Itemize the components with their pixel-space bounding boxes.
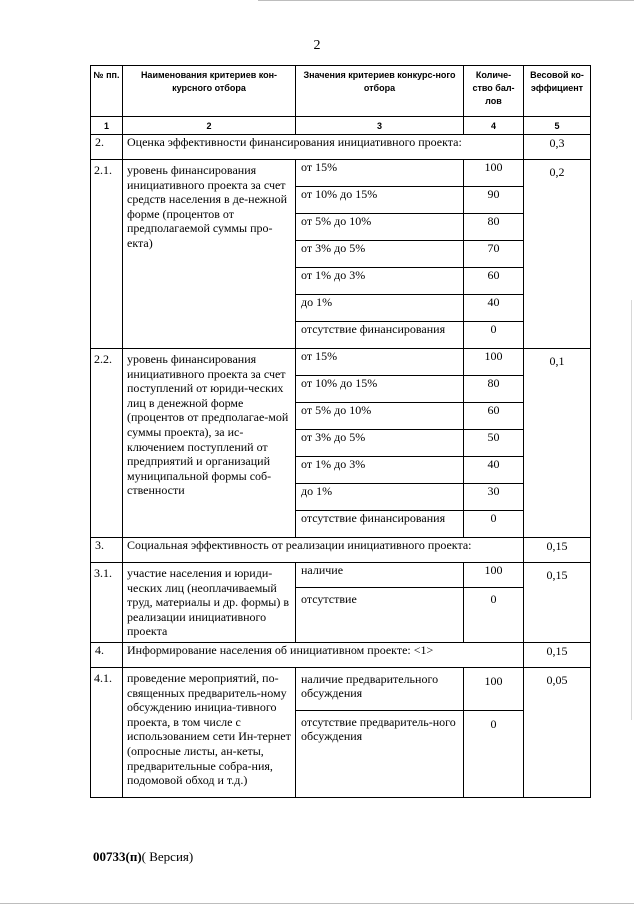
column-number-row	[91, 117, 591, 135]
criterion-points: 0	[464, 322, 524, 349]
criterion-points: 50	[464, 430, 524, 457]
document-code-number: 00733(п)	[93, 849, 142, 864]
criterion-value: от 15%	[296, 349, 464, 376]
document-version: ( Версия)	[141, 849, 194, 864]
criterion-value: от 15%	[296, 160, 464, 187]
criterion-value: от 1% до 3%	[296, 268, 464, 295]
criterion-number: 4.1.	[91, 667, 123, 797]
criterion-weight: 0,2	[524, 160, 591, 349]
criterion-points: 100	[464, 160, 524, 187]
criterion-number: 2.2.	[91, 349, 123, 538]
criterion-row	[91, 563, 591, 588]
criterion-points: 0	[464, 588, 524, 643]
section-number: 4.	[91, 642, 123, 667]
criterion-value: от 10% до 15%	[296, 376, 464, 403]
page-number: 2	[313, 38, 321, 53]
criterion-points: 60	[464, 268, 524, 295]
criterion-number: 3.1.	[91, 563, 123, 643]
scan-line-bottom	[0, 903, 634, 904]
criterion-weight: 0,05	[524, 667, 591, 797]
column-number: 4	[464, 117, 524, 135]
criterion-points: 0	[464, 511, 524, 538]
criterion-value: от 3% до 5%	[296, 430, 464, 457]
criterion-value: от 3% до 5%	[296, 241, 464, 268]
criterion-value: до 1%	[296, 295, 464, 322]
section-row	[91, 135, 591, 160]
header-points: Количе-ство бал-лов	[464, 66, 524, 117]
column-number: 5	[524, 117, 591, 135]
criterion-points: 100	[464, 667, 524, 710]
header-no: № пп.	[91, 66, 123, 117]
scan-line-top	[258, 0, 634, 1]
criterion-value: отсутствие предваритель-ного обсуждения	[296, 710, 464, 797]
criterion-value: наличие предварительного обсуждения	[296, 667, 464, 710]
criterion-points: 60	[464, 403, 524, 430]
criterion-value: до 1%	[296, 484, 464, 511]
criterion-points: 0	[464, 710, 524, 797]
criterion-points: 100	[464, 349, 524, 376]
criterion-points: 100	[464, 563, 524, 588]
criterion-value: отсутствие финансирования	[296, 511, 464, 538]
criterion-points: 40	[464, 457, 524, 484]
criterion-points: 30	[464, 484, 524, 511]
column-number: 3	[296, 117, 464, 135]
criterion-row	[91, 349, 591, 376]
criterion-points: 70	[464, 241, 524, 268]
criterion-value: от 5% до 10%	[296, 403, 464, 430]
criterion-number: 2.1.	[91, 160, 123, 349]
section-weight: 0,15	[524, 642, 591, 667]
section-row	[91, 642, 591, 667]
criterion-weight: 0,15	[524, 563, 591, 643]
criterion-value: от 10% до 15%	[296, 187, 464, 214]
criterion-points: 90	[464, 187, 524, 214]
section-title: Оценка эффективности финансирования инициативного проекта:	[123, 135, 524, 160]
criterion-value: отсутствие	[296, 588, 464, 643]
header-weight: Весовой ко-эффициент	[524, 66, 591, 117]
criterion-row	[91, 160, 591, 187]
criterion-value: от 5% до 10%	[296, 214, 464, 241]
section-title: Социальная эффективность от реализации инициативного проекта:	[123, 538, 524, 563]
column-number: 2	[123, 117, 296, 135]
header-name: Наименования критериев кон-курсного отбора	[123, 66, 296, 117]
header-values: Значения критериев конкурс-ного отбора	[296, 66, 464, 117]
criterion-points: 40	[464, 295, 524, 322]
criterion-value: отсутствие финансирования	[296, 322, 464, 349]
criterion-name: проведение мероприятий, по-священных предваритель-ному обсуждению инициа-тивного проекта, в том числе с использованием сети Ин-тернет (опросные листы, ан-кеты, предварительные собра-ния, подомовой обход и т.д.)	[123, 667, 296, 797]
criterion-value: наличие	[296, 563, 464, 588]
criteria-table	[90, 65, 591, 798]
section-weight: 0,3	[524, 135, 591, 160]
document-code	[93, 849, 193, 865]
section-number: 2.	[91, 135, 123, 160]
criterion-name: уровень финансирования инициативного проекта за счет средств населения в де-нежной форме (процентов от предполагаемой суммы про-екта)	[123, 160, 296, 349]
criterion-value: от 1% до 3%	[296, 457, 464, 484]
criterion-points: 80	[464, 214, 524, 241]
criterion-row	[91, 667, 591, 710]
criterion-weight: 0,1	[524, 349, 591, 538]
section-title: Информирование населения об инициативном проекте: <1>	[123, 642, 524, 667]
scan-line-right	[631, 300, 632, 720]
table-header-row	[91, 66, 591, 117]
section-weight: 0,15	[524, 538, 591, 563]
section-number: 3.	[91, 538, 123, 563]
criterion-name: уровень финансирования инициативного проекта за счет поступлений от юриди-ческих лиц в денежной форме (процентов от предполагае-мой суммы проекта), за ис-ключением поступлений от предприятий и организаций муниципальной формы соб-ственности	[123, 349, 296, 538]
column-number: 1	[91, 117, 123, 135]
criterion-name: участие населения и юриди-ческих лиц (неоплачиваемый труд, материалы и др. формы) в реализации инициативного проекта	[123, 563, 296, 643]
criterion-points: 80	[464, 376, 524, 403]
section-row	[91, 538, 591, 563]
